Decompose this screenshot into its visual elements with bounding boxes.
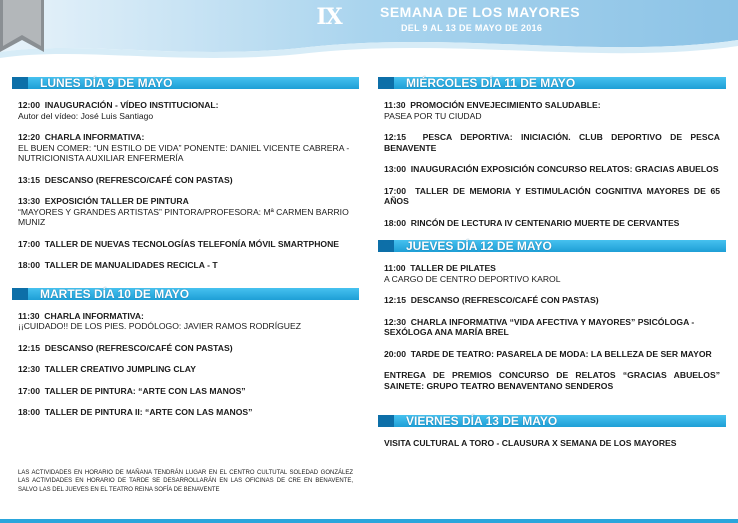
event-time: 13:15	[18, 174, 40, 185]
event-title: DESCANSO (REFRESCO/CAFÉ CON PASTAS)	[44, 342, 233, 353]
day-header-friday	[384, 414, 720, 428]
event-title: CHARLA INFORMATIVA:	[44, 310, 144, 321]
event-time: 18:00	[384, 217, 406, 228]
event-title: TALLER DE MEMORIA Y ESTIMULACIÓN COGNITIVA MAYORES DE 65 AÑOS	[384, 185, 720, 206]
day-header-tuesday	[18, 287, 353, 301]
page-title: SEMANA DE LOS MAYORES	[380, 4, 581, 20]
event-title: TALLER DE NUEVAS TECNOLOGÍAS TELEFONÍA MÓVIL SMARTPHONE	[44, 238, 340, 249]
event-item	[384, 218, 720, 229]
event-item	[18, 100, 353, 121]
event-title: PROMOCIÓN ENVEJECIMIENTO SALUDABLE:	[410, 100, 601, 110]
event-time: 17:00	[18, 385, 40, 396]
event-description: “MAYORES Y GRANDES ARTISTAS” PINTORA/PROFESORA: Mª CARMEN BARRIO MUNIZ	[18, 206, 349, 227]
event-title: DESCANSO (REFRESCO/CAFÉ CON PASTAS)	[410, 295, 599, 305]
event-title: TALLER CREATIVO JUMPLING CLAY	[44, 364, 196, 374]
event-item	[18, 407, 353, 418]
day-label: MIÉRCOLES DÍA 11 DE MAYO	[406, 76, 576, 90]
event-item	[384, 164, 720, 175]
day-header-thursday	[384, 239, 720, 253]
event-time: 11:30	[18, 310, 40, 321]
day-header-monday	[18, 76, 353, 90]
event-time: 20:00	[384, 348, 406, 359]
event-title: CHARLA INFORMATIVA:	[44, 132, 145, 142]
event-time: 18:00	[18, 260, 40, 270]
event-item	[18, 386, 353, 397]
event-item	[384, 370, 720, 391]
event-time: 12:20	[18, 132, 40, 142]
event-item	[384, 132, 720, 153]
event-title: TALLER DE MANUALIDADES RECICLA - T	[44, 260, 218, 270]
event-title: VISITA CULTURAL A TORO - CLAUSURA X SEMANA DE LOS MAYORES	[384, 438, 677, 448]
left-column	[18, 76, 353, 429]
event-title: RINCÓN DE LECTURA IV CENTENARIO MUERTE DE CERVANTES	[410, 217, 680, 228]
event-title: PESCA DEPORTIVA: INICIACIÓN. CLUB DEPORTIVO DE PESCA BENAVENTE	[384, 132, 720, 153]
edition-badge: IX	[316, 4, 342, 30]
event-item	[384, 186, 720, 207]
event-time: 13:00	[384, 164, 406, 174]
event-time: 18:00	[18, 407, 40, 417]
event-title: INAUGURACIÓN EXPOSICIÓN CONCURSO RELATOS: GRACIAS ABUELOS	[410, 164, 719, 174]
event-item	[18, 132, 353, 164]
event-title: EXPOSICIÓN TALLER DE PINTURA	[44, 196, 189, 206]
event-time: 12:00	[18, 100, 40, 110]
event-item	[18, 343, 353, 354]
event-description: PASEA POR TU CIUDAD	[384, 110, 482, 121]
event-time: 11:00	[384, 263, 406, 273]
event-time: 17:00	[18, 238, 40, 249]
day-label: LUNES DÍA 9 DE MAYO	[40, 76, 173, 90]
event-time: 12:15	[384, 132, 406, 142]
right-column	[384, 76, 720, 460]
event-time: 17:00	[384, 185, 406, 196]
event-item	[384, 349, 720, 360]
event-time: 11:30	[384, 100, 406, 110]
event-item	[384, 100, 720, 121]
event-time: 12:30	[18, 364, 40, 374]
page-header	[0, 0, 738, 70]
event-item	[384, 317, 720, 338]
event-item	[18, 175, 353, 186]
event-description: EL BUEN COMER: “UN ESTILO DE VIDA” PONENTE: DANIEL VICENTE CABRERA - NUTRICIONISTA AUXILIAR ENFERMERÍA	[18, 142, 350, 163]
event-title: TALLER DE PILATES	[410, 263, 496, 273]
page-subtitle: DEL 9 AL 13 DE MAYO DE 2016	[401, 23, 543, 33]
event-item	[18, 260, 353, 271]
event-description: A CARGO DE CENTRO DEPORTIVO KAROL	[384, 273, 561, 284]
event-time: 12:15	[384, 295, 406, 305]
event-title: DESCANSO (REFRESCO/CAFÉ CON PASTAS)	[44, 174, 233, 185]
event-item	[18, 364, 353, 375]
event-title: TALLER DE PINTURA: “ARTE CON LAS MANOS”	[44, 385, 246, 396]
venue-note: LAS ACTIVIDADES EN HORARIO DE MAÑANA TENDRÁN LUGAR EN EL CENTRO CULTUTAL SOLEDAD GONZÁLEZ LAS ACTIVIDADES EN HORARIO DE TARDE SE DESARROLLARÁN EN LAS OFICINAS DE CRE EN BENAVENTE, SALVO LAS DEL JUEVES EN EL TEATRO REINA SOFÍA DE BENAVENTE	[18, 470, 353, 493]
badge-ribbon-icon	[0, 0, 44, 52]
day-label: MARTES DÍA 10 DE MAYO	[40, 286, 190, 301]
header-wave-background	[0, 0, 738, 70]
event-item	[18, 311, 353, 332]
event-item	[18, 196, 353, 228]
event-description: ¡¡CUIDADO!! DE LOS PIES. PODÓLOGO: JAVIER RAMOS RODRÍGUEZ	[18, 321, 301, 331]
day-label: VIERNES DÍA 13 DE MAYO	[406, 414, 558, 428]
event-title: ENTREGA DE PREMIOS CONCURSO DE RELATOS “GRACIAS ABUELOS” SAINETE: GRUPO TEATRO BENAVENTANO SENDEROS	[384, 370, 720, 391]
event-description: Autor del vídeo: José Luis Santiago	[18, 110, 154, 121]
event-title: INAUGURACIÓN - VÍDEO INSTITUCIONAL:	[44, 100, 219, 110]
event-time: 12:30	[384, 316, 406, 327]
event-item	[384, 295, 720, 306]
event-title: TALLER DE PINTURA II: “ARTE CON LAS MANOS”	[44, 407, 253, 417]
bottom-border	[0, 519, 738, 523]
day-header-wednesday	[384, 76, 720, 90]
day-label: JUEVES DÍA 12 DE MAYO	[406, 239, 552, 253]
event-title: CHARLA INFORMATIVA “VIDA AFECTIVA Y MAYORES” PSICÓLOGA - SEXÓLOGA ANA MARÍA BREL	[384, 316, 695, 337]
event-item	[18, 239, 353, 250]
event-time: 12:15	[18, 342, 40, 353]
event-title: TARDE DE TEATRO: PASARELA DE MODA: LA BELLEZA DE SER MAYOR	[410, 348, 712, 359]
event-time: 13:30	[18, 196, 40, 206]
event-item	[384, 263, 720, 284]
event-item	[384, 438, 720, 449]
